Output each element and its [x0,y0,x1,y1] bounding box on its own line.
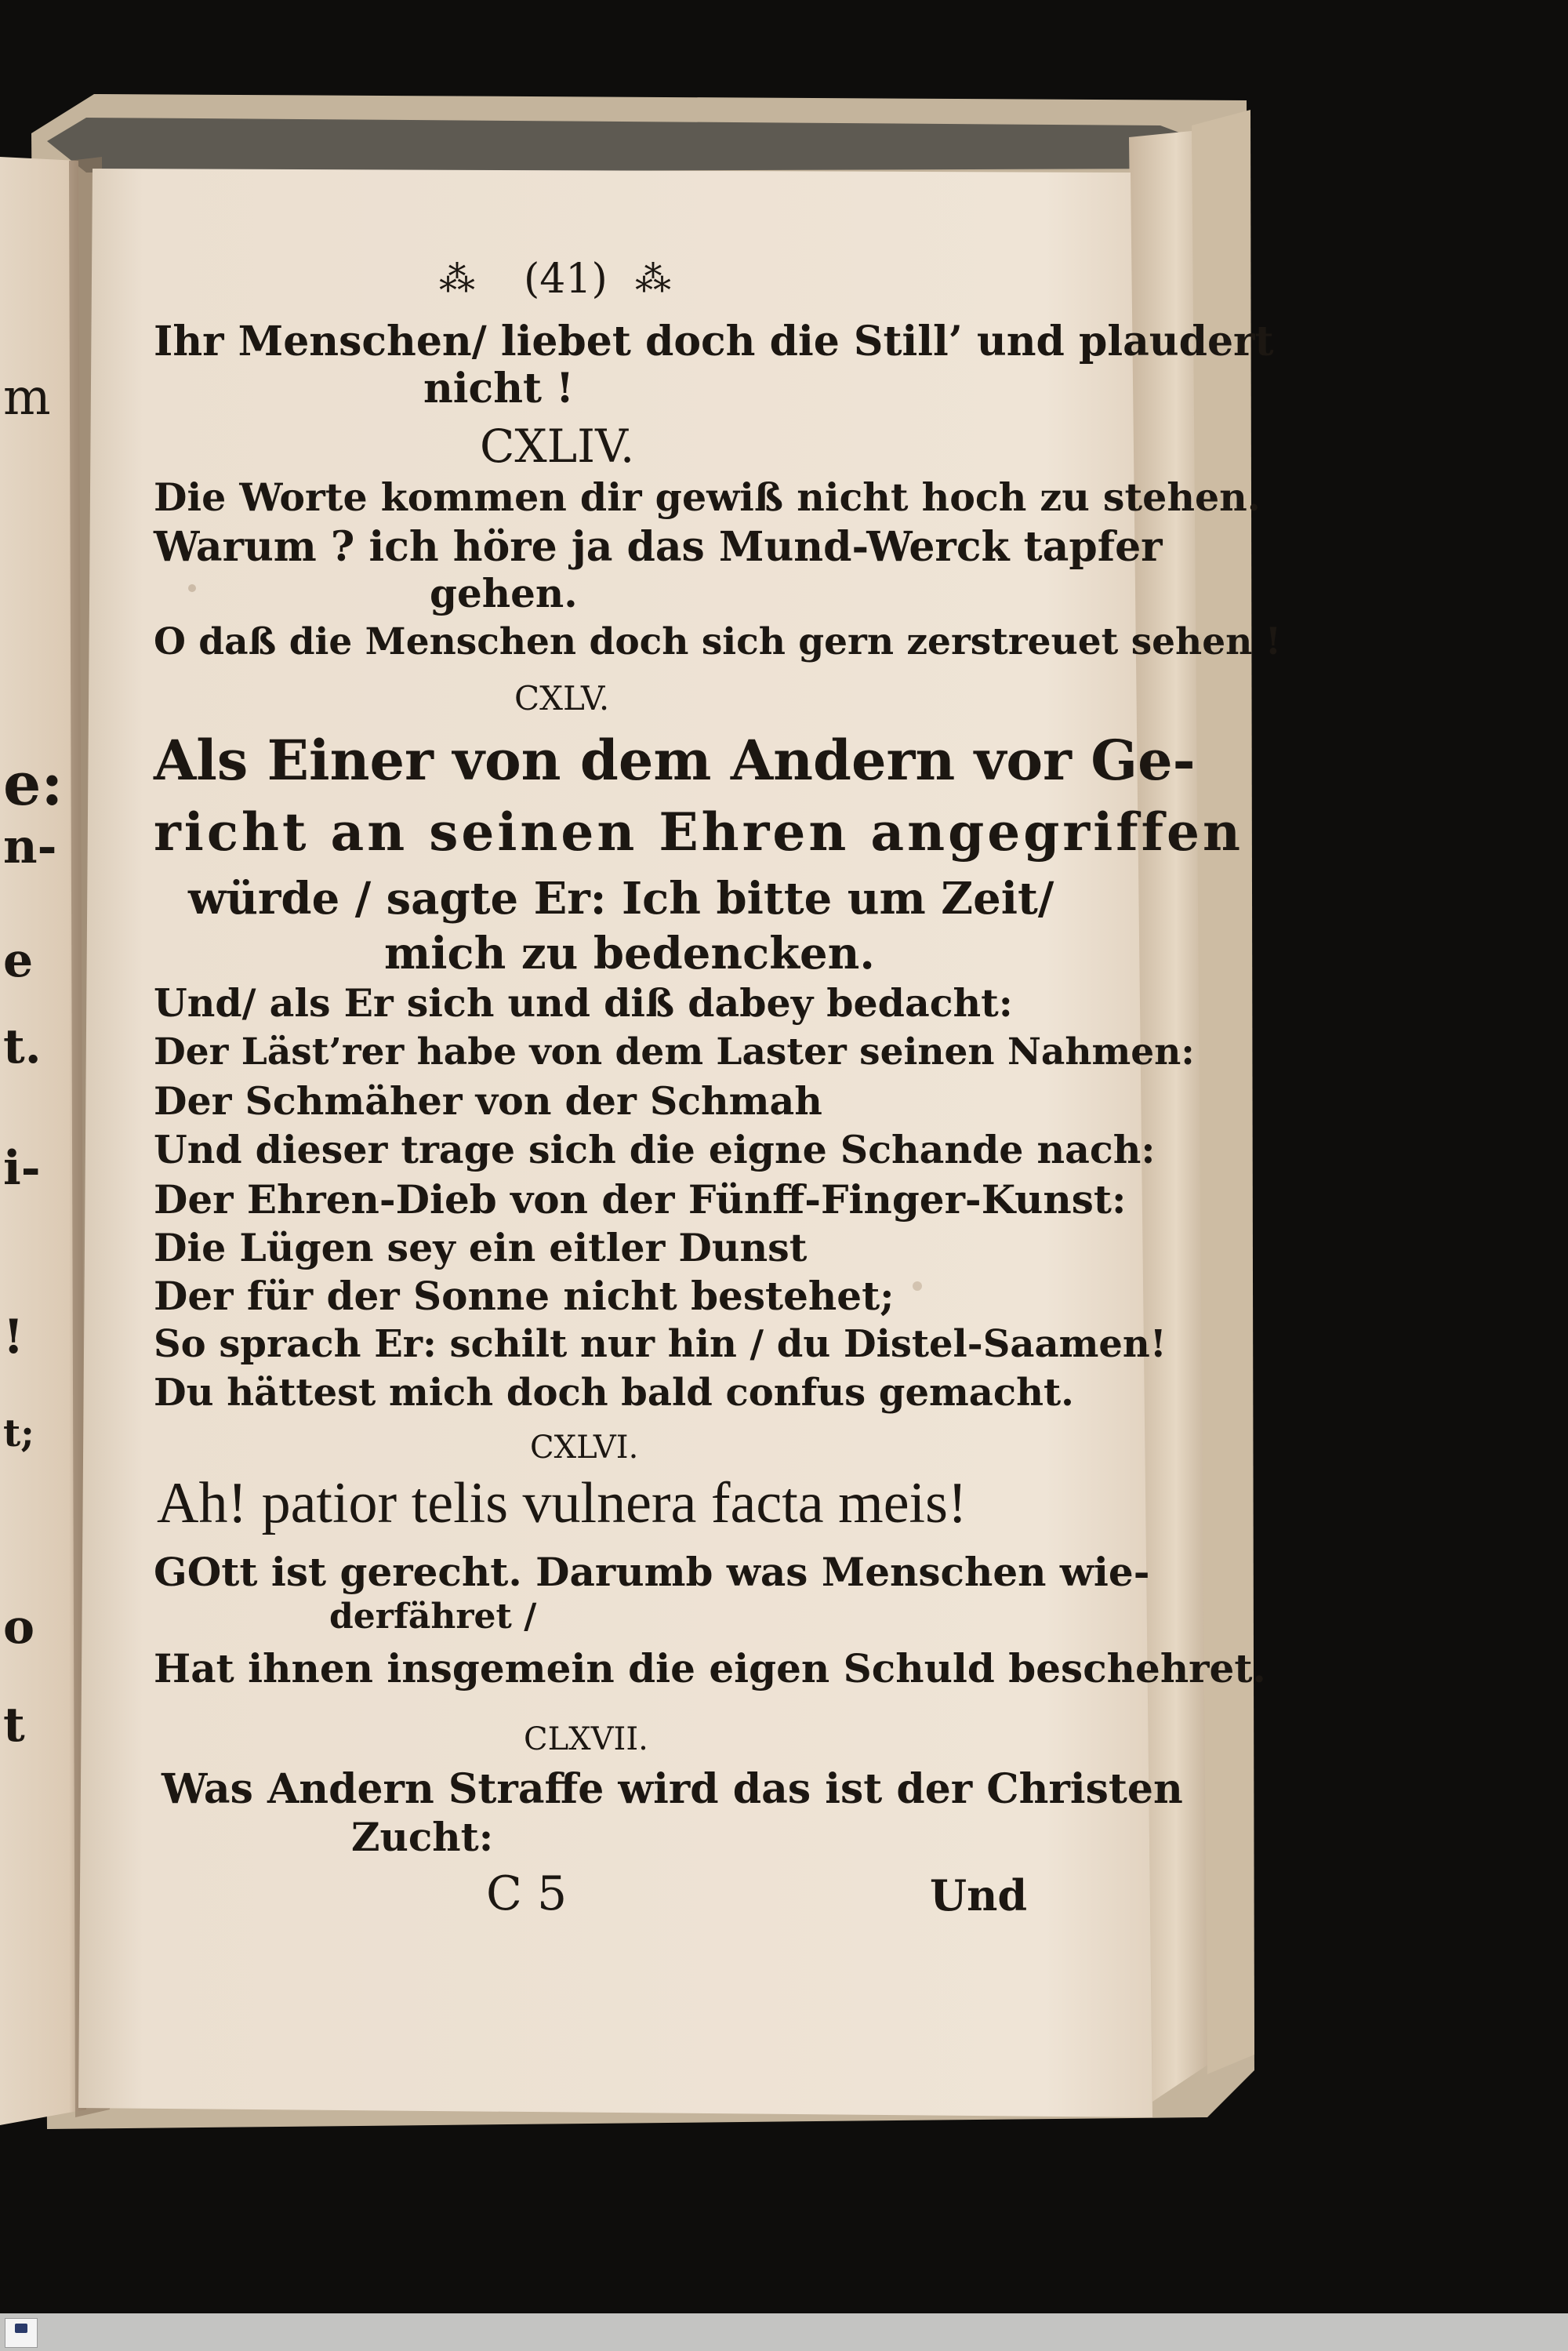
left-page-fragment: e [3,933,34,988]
text-line: Die Lügen sey ein eitler Dunst [154,1225,808,1270]
text-line: Der für der Sonne nicht bestehet; [154,1273,895,1319]
signature-mark: C 5 [486,1866,568,1921]
text-line: So sprach Er: schilt nur hin / du Distel-Saamen! [154,1322,1167,1366]
text-line: Zucht: [351,1814,494,1860]
text-line: Was Andern Straffe wird das ist der Christen [162,1765,1183,1813]
text-line: Du hättest mich doch bald confus gemacht. [154,1371,1074,1415]
left-page-fragment: o [3,1600,35,1655]
left-page-fragment: t; [3,1412,34,1455]
left-page-fragment: m [3,369,51,427]
left-page-fragment: ! [3,1310,24,1364]
section-numeral: CXLVI. [530,1430,639,1466]
section-numeral: CLXVII. [524,1721,648,1757]
text-line: Warum ? ich höre ja das Mund-Werck tapfer [154,523,1163,571]
section-heading-line: richt an seinen Ehren angegriffen [154,801,1244,863]
left-page-fragment: t. [3,1019,42,1074]
text-line: Der Ehren-Dieb von der Fünff-Finger-Kunst: [154,1176,1127,1223]
text-line: derfähret / [329,1597,537,1637]
library-logo-icon[interactable] [5,2318,38,2348]
header-ornament-right: ⁂ [635,257,671,300]
viewer-bottom-bar [0,2313,1568,2351]
left-page-fragment: n- [3,819,57,874]
latin-verse: Ah! patior telis vulnera facta meis! [157,1471,967,1535]
text-line: Der Schmäher von der Schmah [154,1078,822,1124]
left-page-fragment: t [3,1698,25,1753]
left-page-fragment: i- [3,1141,41,1196]
text-line: Ihr Menschen/ liebet doch die Still’ und plaudert [154,318,1274,365]
section-heading-line: Als Einer von dem Andern vor Ge- [154,728,1196,793]
text-line: Die Worte kommen dir gewiß nicht hoch zu stehen. [154,474,1261,520]
text-line: Und/ als Er sich und diß dabey bedacht: [154,980,1013,1026]
text-line: Und dieser trage sich die eigne Schande nach: [154,1127,1156,1172]
section-heading-line: würde / sagte Er: Ich bitte um Zeit/ [188,873,1054,925]
header-ornament-left: ⁂ [439,257,475,300]
text-line: Der Läst’rer habe von dem Laster seinen Nahmen: [154,1030,1195,1074]
catchword: Und [930,1870,1028,1920]
page-number: (41) [524,256,608,303]
text-line: nicht ! [423,365,574,412]
section-numeral: CXLV. [514,679,610,718]
section-numeral: CXLIV. [480,420,635,473]
text-line: O daß die Menschen doch sich gern zerstreuet sehen ! [154,620,1282,663]
section-heading-line: mich zu bedencken. [384,928,875,979]
text-line: gehen. [430,570,578,616]
text-line: Hat ihnen insgemein die eigen Schuld beschehret. [154,1645,1266,1691]
left-page-fragment: e: [3,749,64,819]
text-line: GOtt ist gerecht. Darumb was Menschen wie- [154,1549,1150,1595]
